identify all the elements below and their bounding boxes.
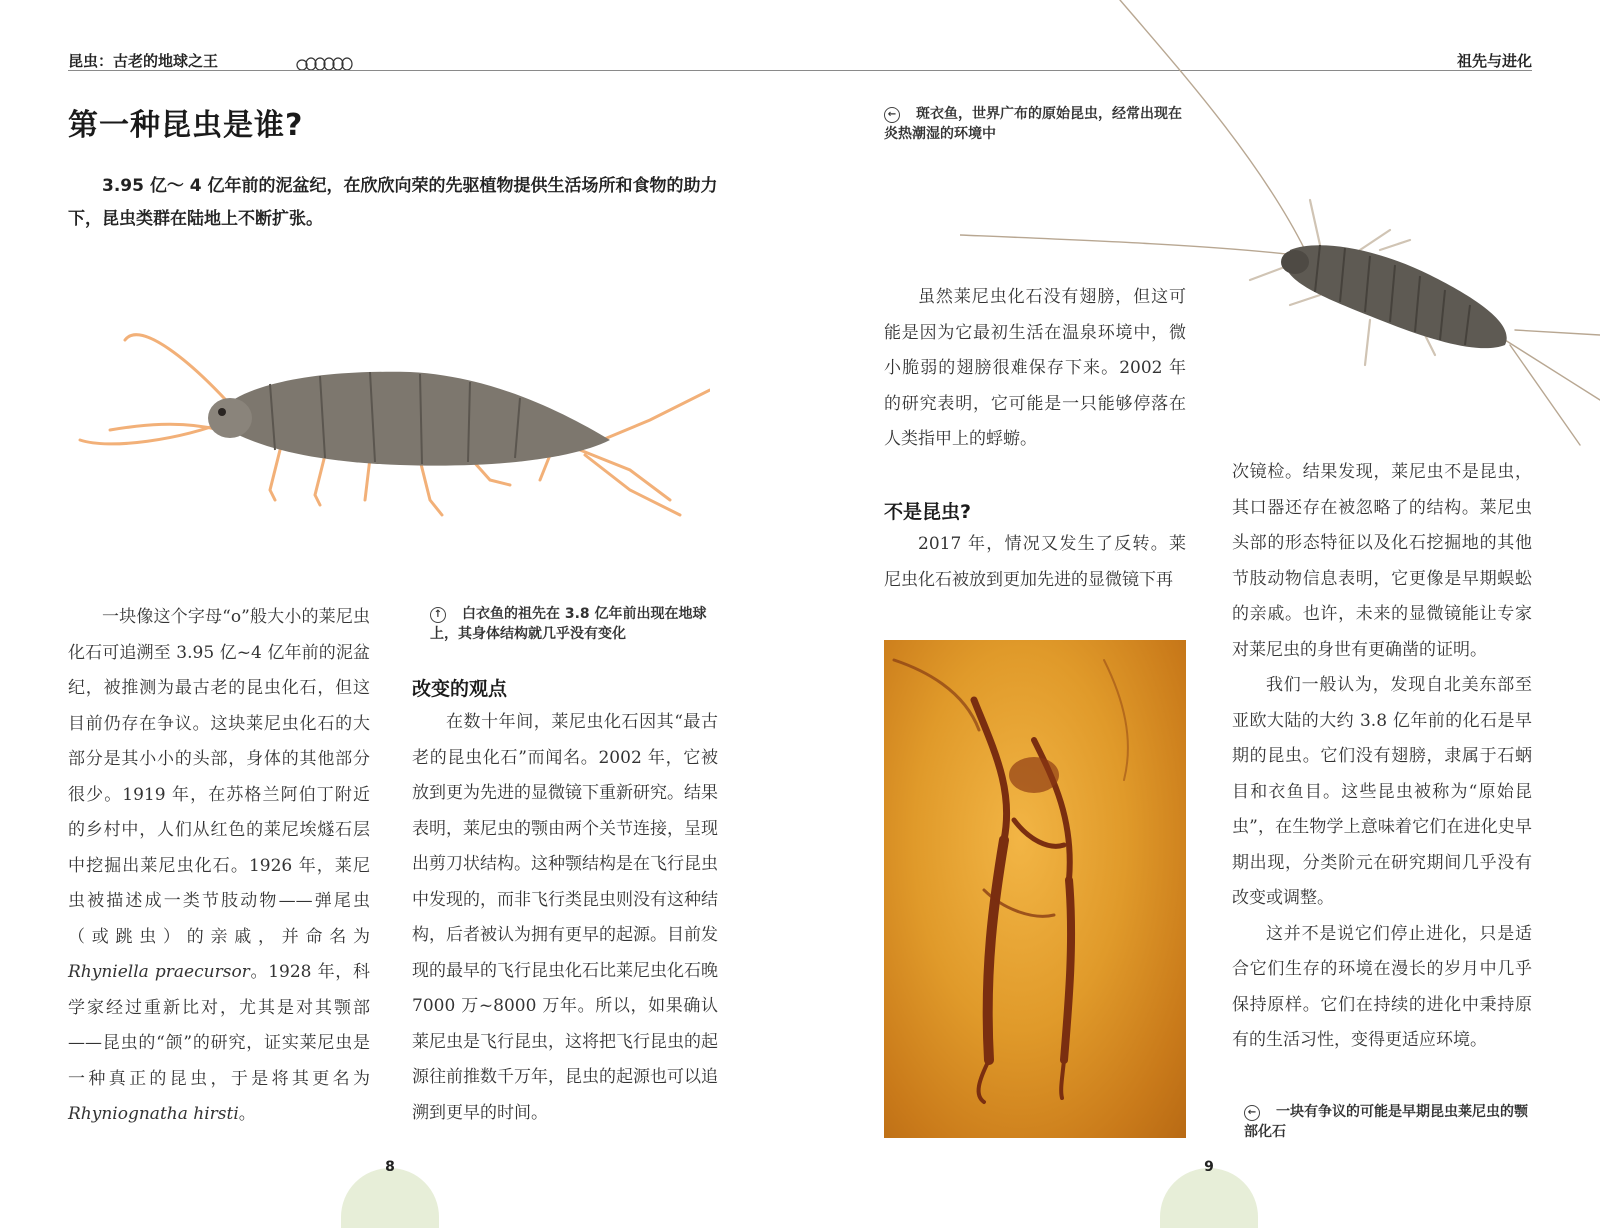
subhead-changing-view: 改变的观点 <box>412 678 508 700</box>
page-tab-left <box>341 1168 439 1228</box>
primitive-insects-paragraph: 我们一般认为，发现自北美东部至亚欧大陆的大约 3.8 亿年前的化石是早期的昆虫。它们没有翅膀，隶属于石蛃目和衣鱼目。这些昆虫被称为“原始昆虫”，在生物学上意味着它们在进化史早期出现，分类阶元在研究期间几乎没有改变或调整。 <box>1232 675 1532 908</box>
fossil-rename-text: 。1928 年，科学家经过重新比对，尤其是对其颚部——昆虫的“颌”的研究，证实莱尼虫是一种真正的昆虫，于是将其更名为 <box>68 962 370 1089</box>
left-column-2 <box>412 705 718 1131</box>
reversal-paragraph: 2017 年，情况又发生了反转。莱尼虫化石被放到更加先进的显微镜下再 <box>884 534 1186 590</box>
sentence-end: 。 <box>238 1104 256 1124</box>
fossil-intro-text: 一块像这个字母“o”般大小的莱尼虫化石可追溯至 3.95 亿~4 亿年前的泥盆纪，被推测为最古老的昆虫化石，但这目前仍存在争议。这块莱尼虫化石的大部分是其小小的头部，身体的其他部分很少。1919 年，在苏格兰阿伯丁附近的乡村中，人们从红色的莱尼埃燧石层中挖掘出莱尼虫化石。1926 年，莱尼虫被描述成一类节肢动物——弹尾虫（或跳虫）的亲戚，并命名为 <box>68 607 370 947</box>
right-column-2 <box>1232 455 1532 1059</box>
running-title-right: 祖先与进化 <box>1456 52 1532 70</box>
circled-arrow-icon: ← <box>884 107 900 123</box>
right-column-1-continued <box>884 527 1186 598</box>
right-column-1 <box>884 280 1186 458</box>
page-number-left: 8 <box>385 1159 395 1175</box>
page-number-right: 9 <box>1204 1159 1214 1175</box>
running-title-left: 昆虫：古老的地球之王 <box>68 52 219 70</box>
species-name-1: Rhyniella praecursor <box>68 962 250 982</box>
amber-fossil-photo <box>884 640 1186 1138</box>
top-caption-text: 斑衣鱼，世界广布的原始昆虫，经常出现在炎热潮湿的环境中 <box>884 106 1182 142</box>
photo-caption-text: 白衣鱼的祖先在 3.8 亿年前出现在地球上，其身体结构就几乎没有变化 <box>430 606 707 642</box>
fossil-jaw-illustration <box>884 640 1186 1138</box>
evolution-paragraph: 这并不是说它们停止进化，只是适合它们生存的环境在漫长的岁月中几乎保持原样。它们在持续的进化中秉持原有的生活习性，变得更适应环境。 <box>1232 923 1532 1050</box>
circled-arrow-icon: ↑ <box>430 607 446 623</box>
species-name-2: Rhyniognatha hirsti <box>68 1104 239 1124</box>
bristletail-photo <box>70 300 710 560</box>
left-column-1 <box>68 600 370 1133</box>
fossil-caption <box>1244 1102 1534 1142</box>
changing-view-paragraph: 在数十年间，莱尼虫化石因其“最古老的昆虫化石”而闻名。2002 年，它被放到更为先进的显微镜下重新研究。结果表明，莱尼虫的颚由两个关节连接，呈现出剪刀状结构。这种颚结构是在飞行昆虫中发现的，而非飞行类昆虫则没有这种结构，后者被认为拥有更早的起源。目前发现的最早的飞行昆虫化石比莱尼虫化石晚 7000 万~8000 万年。所以，如果确认莱尼虫是飞行昆虫，这将把飞行昆虫的起源往前推数千万年，昆虫的起源也可以追溯到更早的时间。 <box>412 712 718 1123</box>
wingless-paragraph: 虽然莱尼虫化石没有翅膀，但这可能是因为它最初生活在温泉环境中，微小脆弱的翅膀很难保存下来。2002 年的研究表明，它可能是一只能够停落在人类指甲上的蜉蝣。 <box>884 287 1186 449</box>
subhead-not-insect: 不是昆虫? <box>884 501 972 523</box>
reexamination-paragraph: 次镜检。结果发现，莱尼虫不是昆虫，其口器还存在被忽略了的结构。莱尼虫头部的形态特征以及化石挖掘地的其他节肢动物信息表明，它更像是早期蜈蚣的亲戚。也许，未来的显微镜能让专家对莱尼虫的身世有更确凿的证明。 <box>1232 462 1532 660</box>
photo-caption-left <box>430 604 720 644</box>
lead-paragraph: 3.95 亿～ 4 亿年前的泥盆纪，在欣欣向荣的先驱植物提供生活场所和食物的助力下，昆虫类群在陆地上不断扩张。 <box>68 176 718 229</box>
circled-arrow-icon: ← <box>1244 1105 1260 1121</box>
page-title: 第一种昆虫是谁? <box>68 108 304 143</box>
page-tab-right <box>1160 1168 1258 1228</box>
fossil-caption-text: 一块有争议的可能是早期昆虫莱尼虫的颚部化石 <box>1244 1104 1528 1140</box>
